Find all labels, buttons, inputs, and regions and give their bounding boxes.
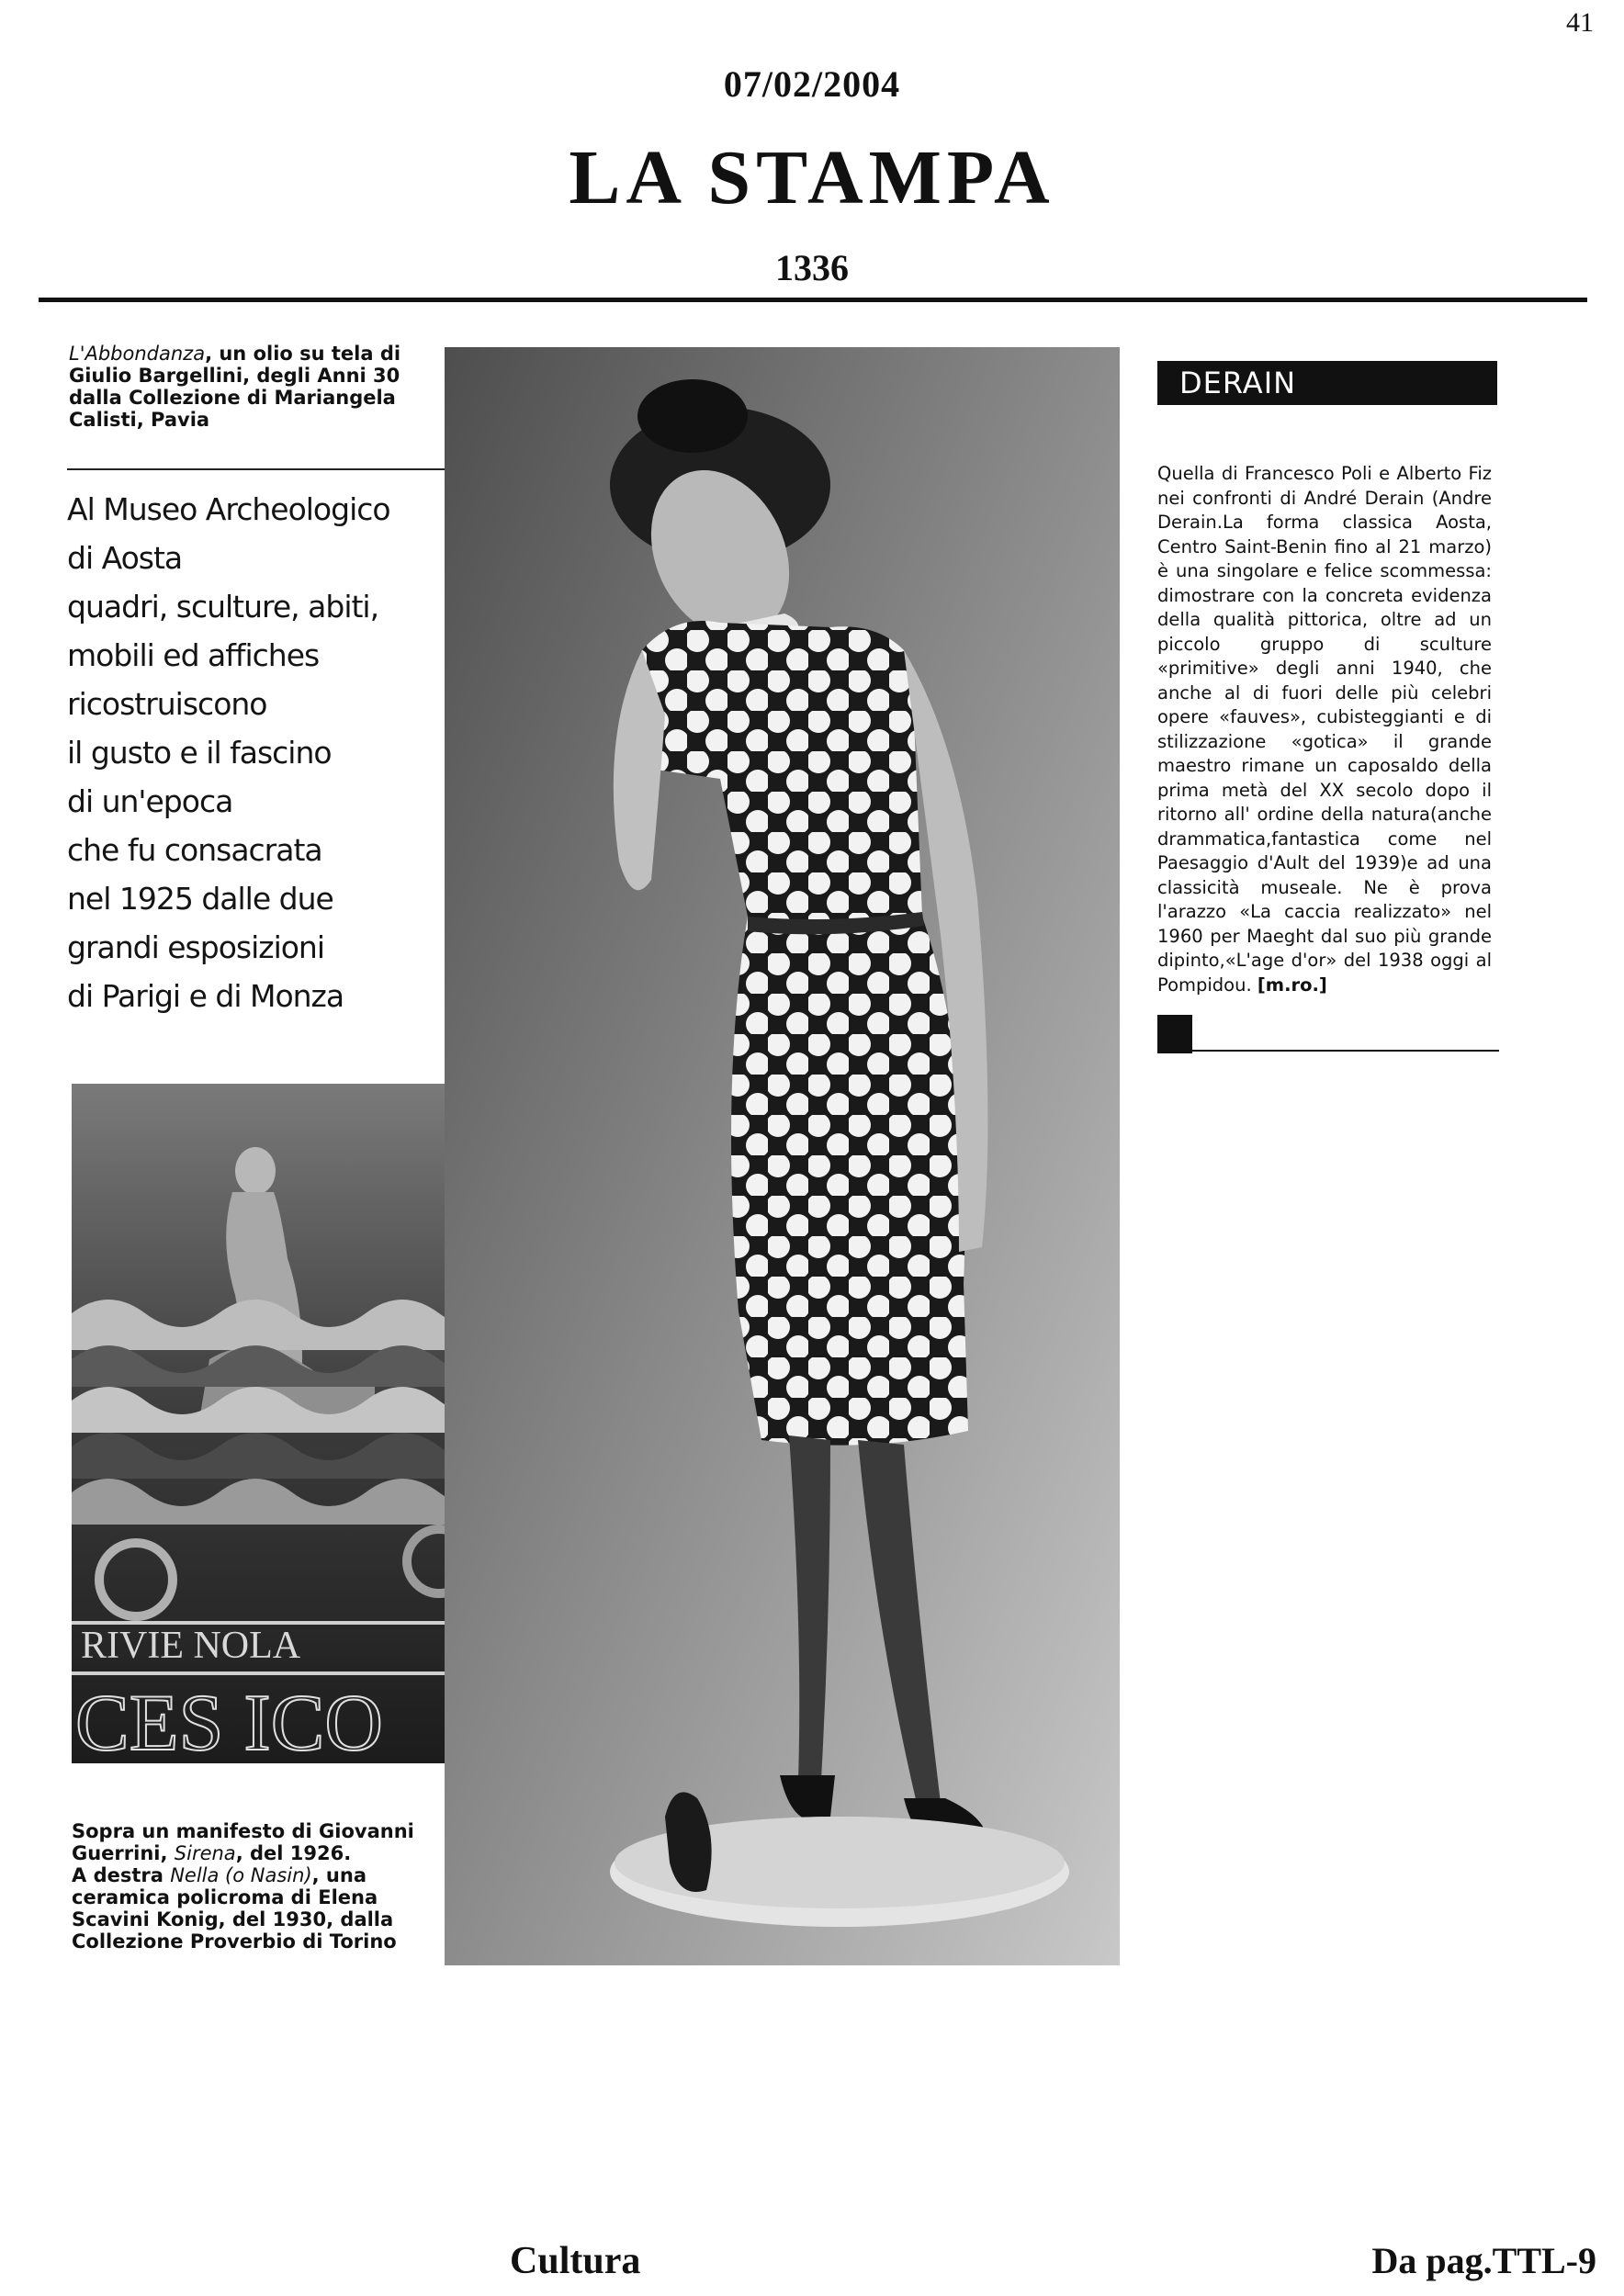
poster-bottom-text: CES ICO (75, 1679, 383, 1763)
caption-top-text: , un olio su tela di Giulio Bargellini, degli Anni 30 dalla Collezione di Mariangela Calisti, Pavia (69, 343, 401, 431)
caption-bottom (72, 1820, 421, 1953)
caption-bottom-desc-2: , una ceramica policroma di Elena Scavini Konig, del 1930, dalla Collezione Proverbio di Torino (72, 1864, 397, 1953)
article-text: Quella di Francesco Poli e Alberto Fiz nei confronti di André Derain (Andre Derain.La forma classica Aosta, Centro Saint-Benin fino al 21 marzo) è una singolare e felice scommessa: dimostrare con la concreta evidenza della qualità pittorica, oltre ad un piccolo gruppo di sculture «primitive» degli anni 1940, che anche al di fuori delle più celebri opere «fauves», cubisteggianti e di stilizzazione «gotica» il grande maestro rimane un caposaldo della prima metà del XX secolo dopo il ritorno all' ordine della natura(anche drammatica,fantastica come nel Paesaggio d'Ault del 1939)e ad una classicità museale. Ne è prova l'arazzo «La caccia realizzato» nel 1960 per Maeght dal suo più grande dipinto,«L'age d'or» del 1938 oggi al Pompidou. (1157, 463, 1492, 996)
article-end-rule (1192, 1050, 1499, 1052)
pull-quote-line: il gusto e il fascino (67, 735, 332, 771)
pull-quote-line: nel 1925 dalle due (67, 881, 333, 917)
caption-bottom-title-1: Sirena (174, 1842, 236, 1864)
pull-quote-line: di un'epoca (67, 783, 233, 819)
pull-quote-line: mobili ed affiches (67, 637, 320, 673)
caption-bottom-date-1: , del 1926. (235, 1842, 352, 1864)
pull-quote-line: di Aosta (67, 540, 183, 576)
ceramic-figure-photo (445, 347, 1120, 1965)
publication-date: 07/02/2004 (723, 63, 901, 105)
poster-top-text: RIVIE NOLA (81, 1625, 301, 1667)
pull-quote-line: ricostruiscono (67, 686, 267, 722)
caption-top-title: L'Abbondanza (69, 343, 206, 365)
caption-divider (67, 468, 445, 470)
article-body (1157, 462, 1492, 997)
issue-number: 1336 (775, 247, 849, 288)
pull-quote-line: che fu consacrata (67, 832, 322, 868)
pull-quote-line: grandi esposizioni (67, 929, 325, 965)
article-title: DERAIN (1157, 361, 1497, 405)
caption-bottom-right: A destra (72, 1864, 171, 1886)
page-reference: Da pag.TTL-9 (1371, 2240, 1596, 2281)
pull-quote-line: Al Museo Archeologico (67, 491, 390, 527)
pull-quote-line: quadri, sculture, abiti, (67, 589, 379, 625)
article-signature: [m.ro.] (1257, 974, 1327, 996)
caption-bottom-intro: Sopra un manifesto di Giovanni Guerrini, (72, 1820, 414, 1864)
header-divider (39, 298, 1587, 302)
pull-quote (67, 485, 444, 1020)
article-end-marker (1157, 1015, 1192, 1053)
caption-top (69, 343, 418, 431)
newspaper-masthead: LA STAMPA (569, 135, 1055, 220)
pull-quote-line: di Parigi e di Monza (67, 978, 344, 1014)
section-name: Cultura (510, 2240, 641, 2282)
page-number: 41 (1566, 7, 1594, 38)
caption-bottom-title-2: Nella (o Nasin) (170, 1864, 312, 1886)
